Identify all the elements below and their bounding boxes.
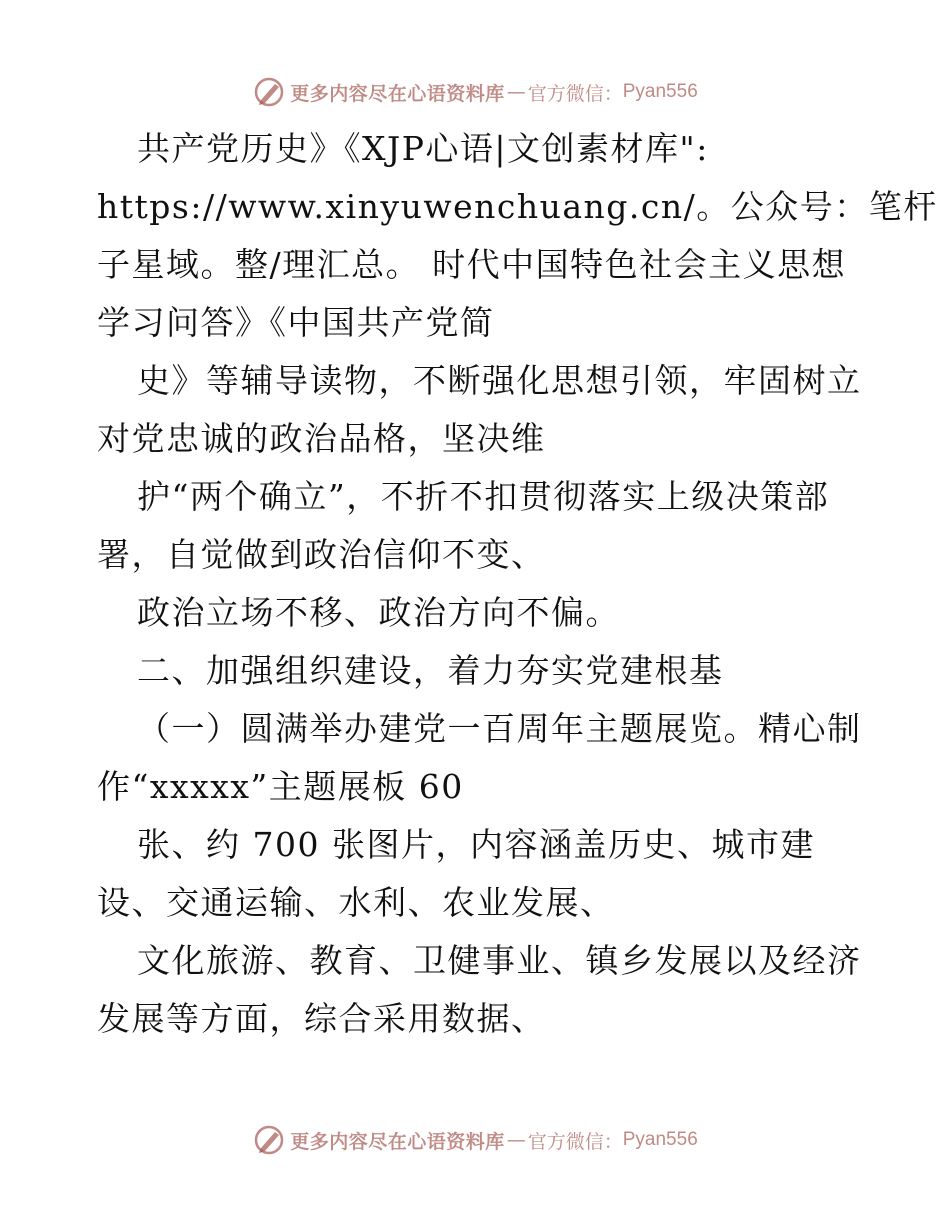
header-banner-sub-text: 官方微信： [527, 82, 623, 105]
footer-watermark-banner [0, 1120, 950, 1160]
body-line: 设、交通运输、水利、农业发展、 [97, 883, 615, 922]
body-line: 对党忠诚的政治品格，坚决维 [97, 419, 546, 458]
pen-logo-icon [252, 1123, 286, 1157]
footer-banner-wechat-id: Pyan556 [622, 1129, 698, 1150]
body-line: https://www.xinyuwenchuang.cn/。公众号：笔杆 [97, 187, 938, 226]
header-banner-main-text: 更多内容尽在心语资料库 [290, 82, 505, 105]
body-line: 发展等方面，综合采用数据、 [97, 999, 546, 1038]
body-line: 张、约 700 张图片，内容涵盖历史、城市建 [137, 825, 815, 864]
body-line: 共产党历史》《XJP心语|文创素材库": [137, 129, 709, 168]
body-line: 署，自觉做到政治信仰不变、 [97, 535, 546, 574]
body-line: 政治立场不移、政治方向不偏。 [137, 593, 620, 632]
body-line: 子星域。整/理汇总。 时代中国特色社会主义思想 [97, 245, 847, 284]
pen-logo-icon [252, 75, 286, 109]
body-line: （一）圆满举办建党一百周年主题展览。精心制 [137, 709, 862, 748]
header-watermark-banner [0, 72, 950, 112]
footer-banner-main-text: 更多内容尽在心语资料库 [290, 1130, 505, 1153]
body-line: 作“xxxxx”主题展板 60 [97, 767, 464, 806]
header-banner-wechat-id: Pyan556 [622, 81, 698, 102]
section-heading: 二、加强组织建设，着力夯实党建根基 [137, 651, 724, 690]
body-line: 护“两个确立”，不折不扣贯彻落实上级决策部 [137, 477, 830, 516]
footer-banner-sub-text: 官方微信： [527, 1130, 623, 1153]
header-banner-dash: — [506, 81, 526, 103]
body-line: 学习问答》《中国共产党简 [97, 303, 495, 342]
body-line: 文化旅游、教育、卫健事业、镇乡发展以及经济 [137, 941, 862, 980]
body-line: 史》等辅导读物，不断强化思想引领，牢固树立 [137, 361, 862, 400]
footer-banner-dash: — [506, 1129, 526, 1151]
